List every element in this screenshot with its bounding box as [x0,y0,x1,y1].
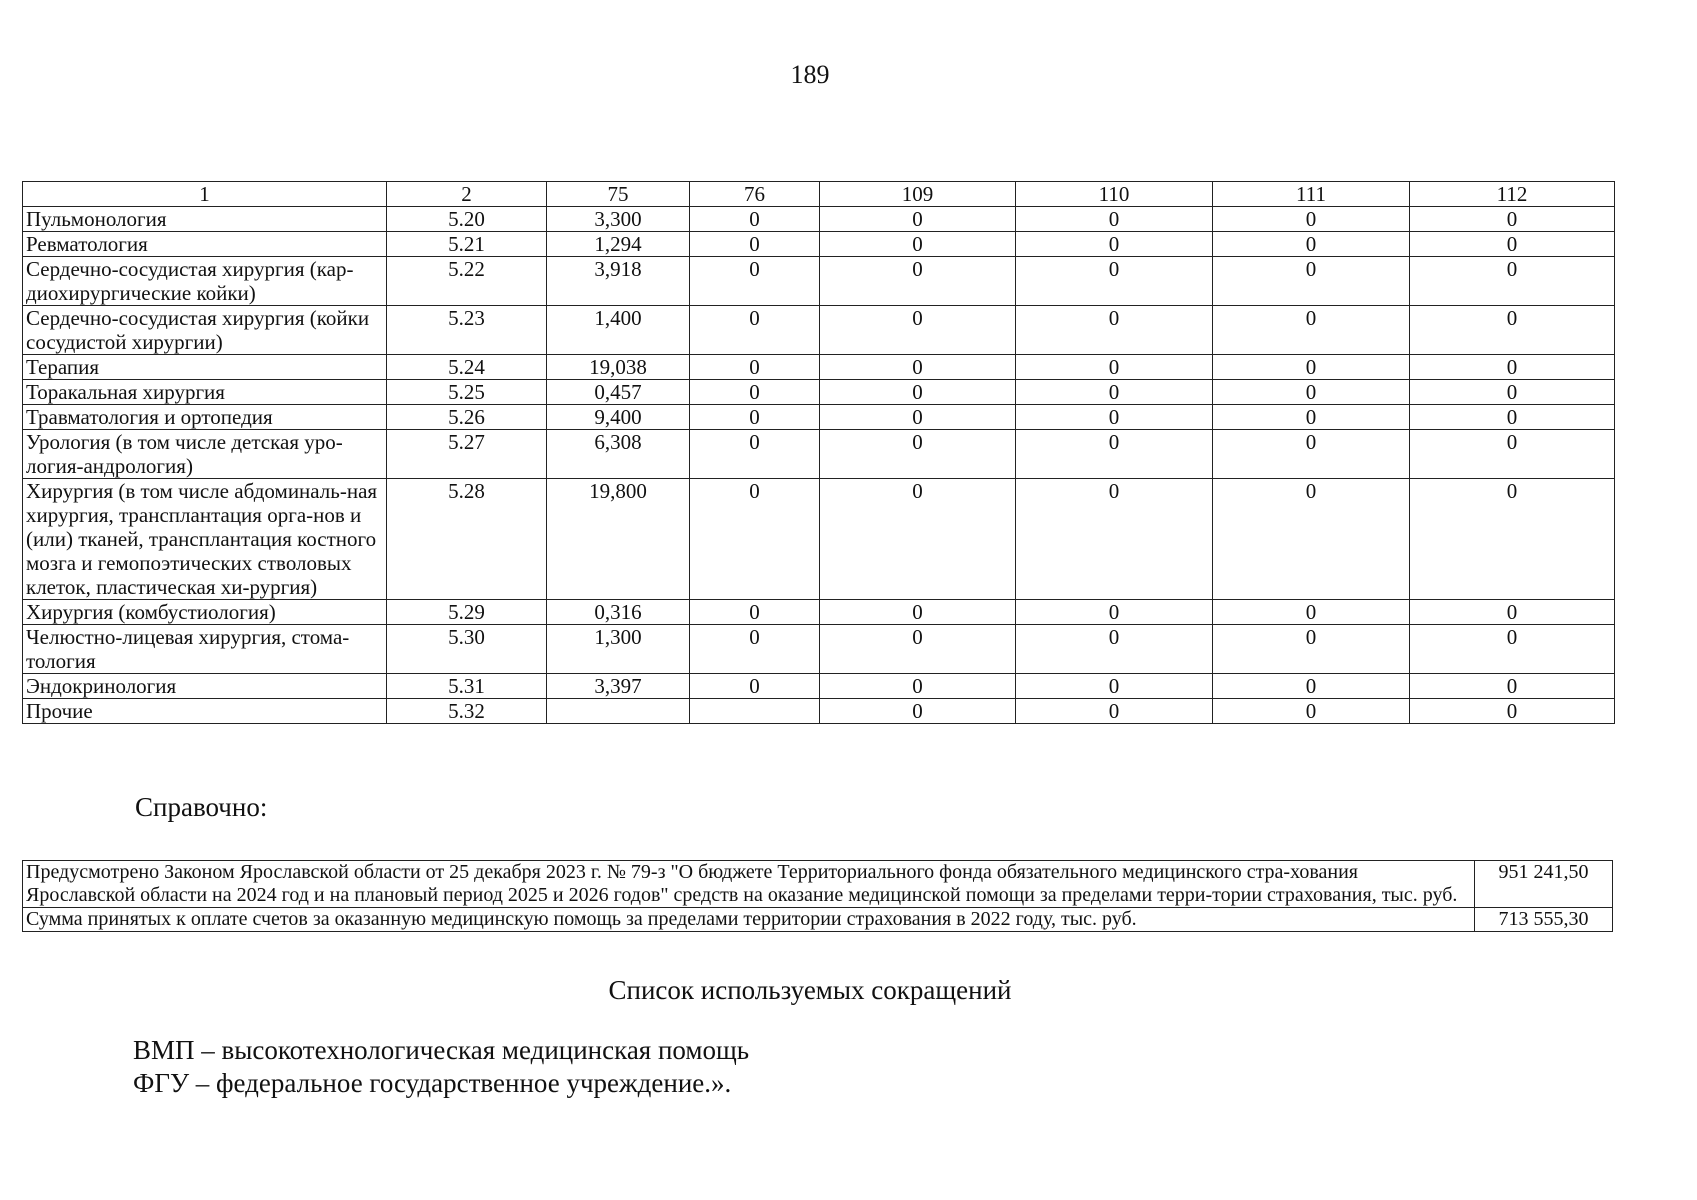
table-row [23,355,1615,380]
row-code-cell: 5.23 [387,306,547,355]
row-name-cell: Хирургия (в том числе абдоминаль-ная хирургия, трансплантация орга-нов и (или) тканей, трансплантация костного мозга и гемопоэтических стволовых клеток, пластическая хи-рургия) [23,479,387,600]
value-cell: 0 [1213,625,1410,674]
value-cell: 0 [690,380,820,405]
row-name-cell: Терапия [23,355,387,380]
value-cell: 0 [1410,257,1615,306]
value-cell: 0 [1213,699,1410,724]
value-cell: 0 [690,355,820,380]
value-cell: 0 [1410,207,1615,232]
value-cell: 1,400 [547,306,690,355]
value-cell: 0 [1410,674,1615,699]
value-cell: 0 [1410,405,1615,430]
column-header: 109 [820,182,1016,207]
value-cell: 6,308 [547,430,690,479]
row-code-cell: 5.27 [387,430,547,479]
value-cell: 0 [820,405,1016,430]
table-row [23,257,1615,306]
column-header: 76 [690,182,820,207]
table-row [23,306,1615,355]
value-cell: 0 [1016,207,1213,232]
row-code-cell: 5.21 [387,232,547,257]
value-cell: 19,038 [547,355,690,380]
row-code-cell: 5.22 [387,257,547,306]
row-name-cell: Сердечно-сосудистая хирургия (койки сосудистой хирургии) [23,306,387,355]
value-cell: 0 [690,232,820,257]
table-row [23,600,1615,625]
main-table [22,181,1615,724]
value-cell: 0 [820,625,1016,674]
value-cell: 0 [1410,625,1615,674]
value-cell: 0 [1213,257,1410,306]
value-cell: 0 [1016,405,1213,430]
value-cell: 0 [820,380,1016,405]
row-name-cell: Торакальная хирургия [23,380,387,405]
value-cell: 1,300 [547,625,690,674]
value-cell: 9,400 [547,405,690,430]
value-cell: 0 [1410,479,1615,600]
abbreviation-item: ФГУ – федеральное государственное учреждение.». [133,1068,732,1098]
value-cell: 0 [820,207,1016,232]
value-cell: 0 [1410,600,1615,625]
value-cell: 0 [690,674,820,699]
reference-table [22,860,1613,932]
row-name-cell: Урология (в том числе детская уро-логия-андрология) [23,430,387,479]
value-cell: 0 [1016,625,1213,674]
value-cell: 0 [1410,306,1615,355]
column-header: 110 [1016,182,1213,207]
value-cell: 0 [1410,699,1615,724]
value-cell: 0 [820,674,1016,699]
row-code-cell: 5.25 [387,380,547,405]
value-cell: 3,300 [547,207,690,232]
value-cell: 0 [1213,232,1410,257]
value-cell: 0 [690,405,820,430]
value-cell: 0 [1410,355,1615,380]
table-row [23,699,1615,724]
table-row [23,207,1615,232]
column-header: 2 [387,182,547,207]
value-cell: 0 [1016,699,1213,724]
row-code-cell: 5.26 [387,405,547,430]
abbreviations-title: Список используемых сокращений [608,975,1012,1005]
row-code-cell: 5.30 [387,625,547,674]
row-name-cell: Хирургия (комбустиология) [23,600,387,625]
reference-amount: 713 555,30 [1475,908,1613,932]
row-code-cell: 5.24 [387,355,547,380]
value-cell: 0 [820,600,1016,625]
value-cell: 0 [1016,306,1213,355]
row-name-cell: Пульмонология [23,207,387,232]
reference-label: Справочно: [135,792,268,822]
value-cell: 0 [1410,232,1615,257]
row-code-cell: 5.29 [387,600,547,625]
table-row [23,380,1615,405]
value-cell: 0 [690,600,820,625]
value-cell: 0 [820,479,1016,600]
table-row [23,232,1615,257]
abbreviations-list [133,1034,749,1100]
column-header: 1 [23,182,387,207]
value-cell: 0 [1016,430,1213,479]
row-name-cell: Челюстно-лицевая хирургия, стома-тология [23,625,387,674]
value-cell: 0 [820,355,1016,380]
reference-amount: 951 241,50 [1475,861,1613,908]
value-cell: 0 [820,430,1016,479]
row-code-cell: 5.31 [387,674,547,699]
value-cell: 0,457 [547,380,690,405]
page-number: 189 [790,60,830,89]
value-cell: 0 [1016,479,1213,600]
value-cell: 0 [1016,600,1213,625]
value-cell: 0 [820,257,1016,306]
value-cell: 3,918 [547,257,690,306]
value-cell: 0 [1213,355,1410,380]
table-row [23,861,1613,908]
value-cell: 0 [820,232,1016,257]
table-row [23,479,1615,600]
column-header: 112 [1410,182,1615,207]
abbreviation-item: ВМП – высокотехнологическая медицинская помощь [133,1035,750,1065]
value-cell: 0 [1016,232,1213,257]
row-code-cell: 5.32 [387,699,547,724]
value-cell: 0 [1213,674,1410,699]
value-cell: 0 [690,430,820,479]
value-cell: 0 [1213,479,1410,600]
row-name-cell: Прочие [23,699,387,724]
value-cell: 0 [1410,430,1615,479]
value-cell: 0 [1410,380,1615,405]
table-row [23,430,1615,479]
value-cell: 0 [1016,355,1213,380]
table-row [23,625,1615,674]
table-row [23,908,1613,932]
value-cell: 0,316 [547,600,690,625]
row-code-cell: 5.20 [387,207,547,232]
value-cell: 0 [1016,380,1213,405]
value-cell: 0 [1213,600,1410,625]
value-cell: 0 [1016,257,1213,306]
column-header: 111 [1213,182,1410,207]
reference-text: Предусмотрено Законом Ярославской области от 25 декабря 2023 г. № 79-з "О бюджете Территориального фонда обязательного медицинского стра-хования Ярославской области на 2024 год и на плановый период 2025 и 2026 годов" средств на оказание медицинской помощи за пределами терри-тории страхования, тыс. руб. [23,861,1475,908]
value-cell: 0 [1016,674,1213,699]
value-cell: 3,397 [547,674,690,699]
value-cell [690,699,820,724]
value-cell [547,699,690,724]
table-row [23,674,1615,699]
value-cell: 0 [820,699,1016,724]
value-cell: 0 [690,257,820,306]
value-cell: 0 [690,479,820,600]
value-cell: 0 [1213,430,1410,479]
value-cell: 19,800 [547,479,690,600]
value-cell: 1,294 [547,232,690,257]
value-cell: 0 [690,207,820,232]
value-cell: 0 [1213,380,1410,405]
value-cell: 0 [690,625,820,674]
table-header-row [23,182,1615,207]
value-cell: 0 [1213,405,1410,430]
reference-text: Сумма принятых к оплате счетов за оказанную медицинскую помощь за пределами территории страхования в 2022 году, тыс. руб. [23,908,1475,932]
value-cell: 0 [690,306,820,355]
row-code-cell: 5.28 [387,479,547,600]
table-row [23,405,1615,430]
row-name-cell: Эндокринология [23,674,387,699]
column-header: 75 [547,182,690,207]
value-cell: 0 [1213,207,1410,232]
row-name-cell: Ревматология [23,232,387,257]
value-cell: 0 [1213,306,1410,355]
row-name-cell: Травматология и ортопедия [23,405,387,430]
row-name-cell: Сердечно-сосудистая хирургия (кар-диохирургические койки) [23,257,387,306]
value-cell: 0 [820,306,1016,355]
